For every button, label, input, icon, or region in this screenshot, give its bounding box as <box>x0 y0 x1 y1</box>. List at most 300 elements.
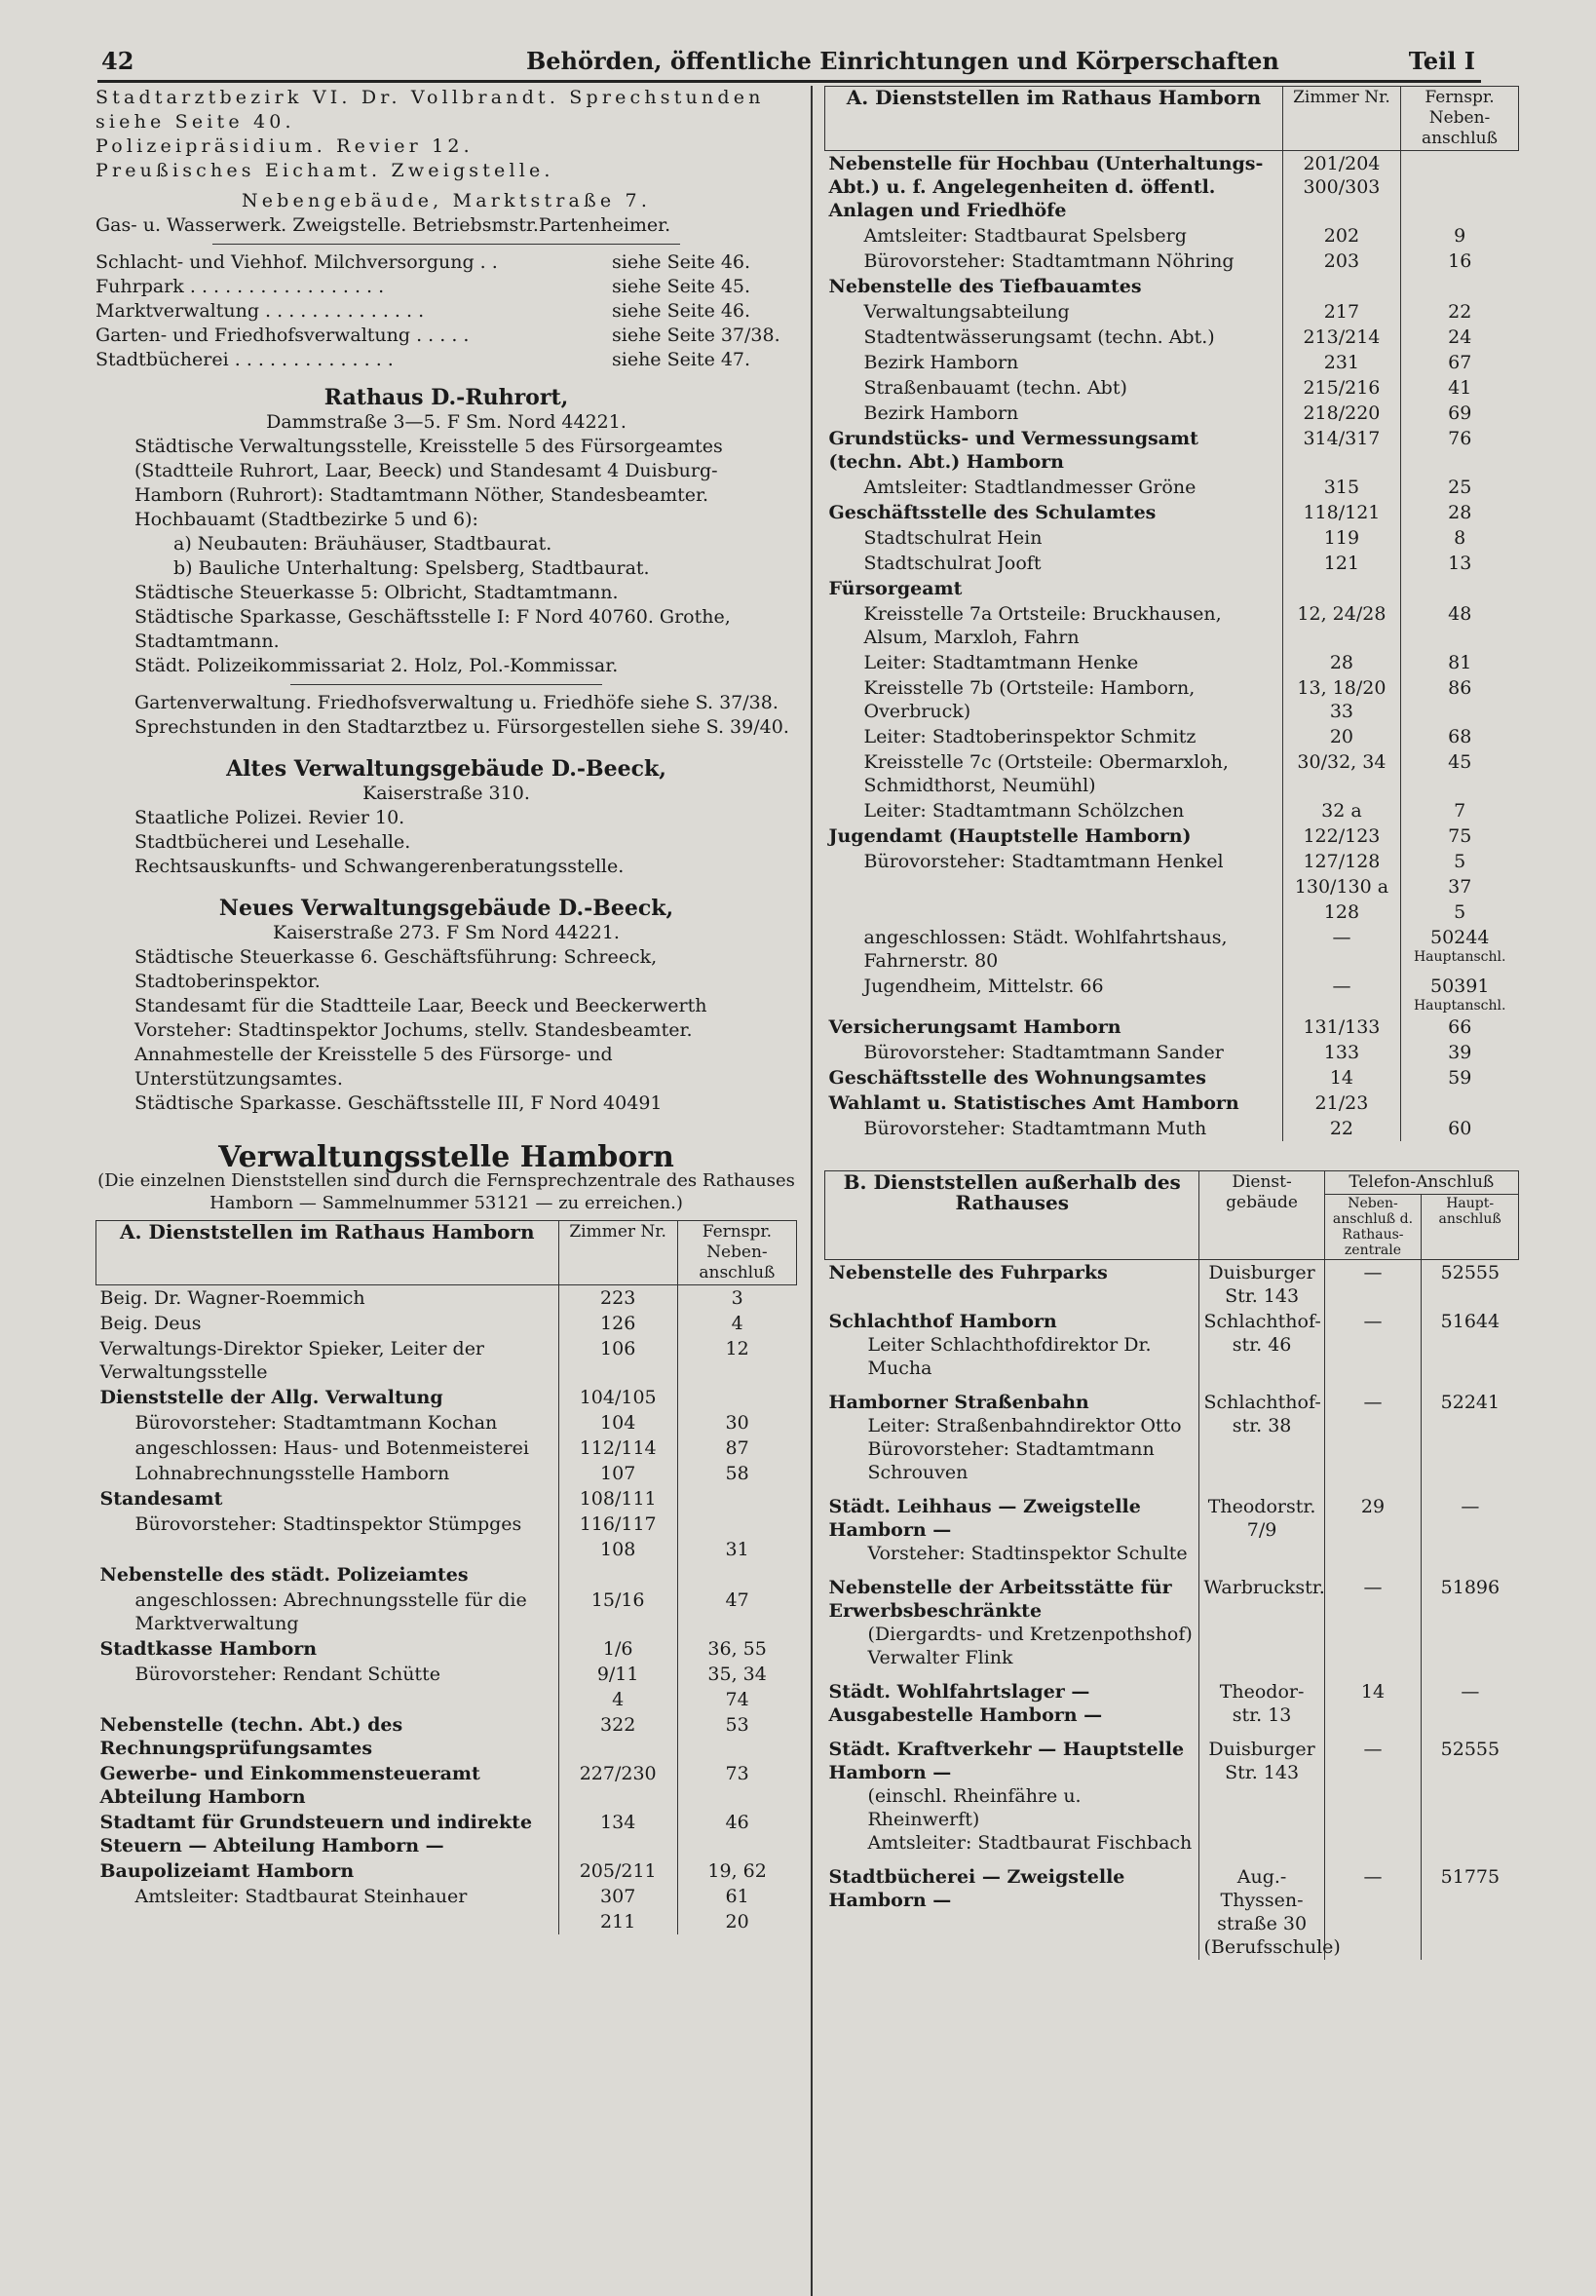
room-number: 13, 18/20 33 <box>1282 675 1400 724</box>
table-row <box>825 601 1519 650</box>
office-name: Verwaltungsabteilung <box>863 301 1070 323</box>
table-row <box>825 749 1519 798</box>
table-row <box>96 1858 797 1884</box>
external-office-name: Schlachthof Hamborn <box>828 1311 1057 1332</box>
office-name <box>825 899 1283 925</box>
table-row <box>825 350 1519 375</box>
office-name: Bürovorsteher: Rendant Schütte <box>134 1664 440 1685</box>
reference-row <box>95 250 797 275</box>
table-row <box>825 1309 1519 1390</box>
room-number: 203 <box>1282 249 1400 274</box>
room-number: 107 <box>558 1461 677 1486</box>
phone-extension <box>1400 1091 1518 1116</box>
external-office-name: Städt. Kraftverkehr — Hauptstelle Hamborn — <box>828 1739 1185 1783</box>
phone-note: Hauptanschl. <box>1413 949 1506 965</box>
phone-extension <box>677 1562 796 1588</box>
table-row <box>96 1336 797 1385</box>
ruhrort-line: Städtische Verwaltungsstelle, Kreisstelle 5 des Fürsorgeamtes (Stadtteile Ruhrort, Laar, Beeck) und Standesamt 4 Duisburg-Hamborn (Ruhrort): Stadtamtmann Nöther, Standesbeamter. <box>134 436 723 506</box>
external-office <box>825 1260 1199 1310</box>
header-title: Behörden, öffentliche Einrichtungen und Körperschaften <box>526 47 1279 75</box>
office-name: Nebenstelle für Hochbau (Unterhaltungs-Abt.) u. f. Angelegenheiten d. öffentl. Anlagen und Friedhöfe <box>828 153 1264 221</box>
phone-extension <box>1400 151 1518 224</box>
phone-extension <box>1400 650 1518 675</box>
intro-line: Polizeipräsidium. Revier 12. <box>95 135 474 157</box>
phone-number: 86 <box>1448 677 1472 699</box>
phone-number: 75 <box>1448 825 1472 847</box>
left-directory-table <box>95 1220 797 1934</box>
external-office-detail: Leiter Schlachthofdirektor Dr. Mucha <box>867 1334 1152 1379</box>
office-name: Kreisstelle 7a Ortsteile: Bruckhausen, Alsum, Marxloh, Fahrn <box>863 603 1222 648</box>
phone-number: 45 <box>1448 751 1472 773</box>
phone-number: 58 <box>725 1463 749 1484</box>
table-row <box>825 1116 1519 1141</box>
office-name: Bürovorsteher: Stadtamtmann Kochan <box>134 1412 498 1434</box>
room-number: 205/211 <box>558 1858 677 1884</box>
phone-number: 76 <box>1448 428 1472 449</box>
office-name: Stadtschulrat Jooft <box>863 553 1042 574</box>
phone-extension <box>1400 576 1518 601</box>
ruhrort-line: b) Bauliche Unterhaltung: Spelsberg, Stadtbaurat. <box>173 557 650 579</box>
main-line: 52241 <box>1422 1390 1519 1494</box>
room-number: 1/6 <box>558 1636 677 1662</box>
phone-extension <box>677 1537 796 1562</box>
phone-extension <box>1400 475 1518 500</box>
main-line: — <box>1422 1494 1519 1575</box>
phone-number: 53 <box>725 1714 749 1736</box>
phone-number: 69 <box>1448 402 1472 424</box>
table-row <box>825 1065 1519 1091</box>
table-row <box>96 1512 797 1537</box>
phone-number: 30 <box>725 1412 749 1434</box>
ruhrort-line: Städt. Polizeikommissariat 2. Holz, Pol.-Kommissar. <box>134 655 619 676</box>
table-row <box>96 1588 797 1636</box>
phone-extension <box>1400 1065 1518 1091</box>
phone-extension <box>677 1410 796 1435</box>
main-line: 52555 <box>1422 1737 1519 1864</box>
building: Theodorstr. 7/9 <box>1199 1494 1324 1575</box>
external-office-detail: (einschl. Rheinfähre u. Rheinwerft) <box>867 1785 1082 1830</box>
col-head-room: Zimmer Nr. <box>1282 87 1400 151</box>
room-number: 9/11 <box>558 1662 677 1687</box>
phone-number: 47 <box>725 1589 749 1611</box>
room-number: 14 <box>1282 1065 1400 1091</box>
room-number: 116/117 <box>558 1512 677 1537</box>
phone-extension <box>1400 274 1518 299</box>
office-name: Baupolizeiamt Hamborn <box>99 1860 355 1882</box>
external-office-name: Hamborner Straßenbahn <box>828 1392 1089 1413</box>
reference-label: Fuhrpark . . . . . . . . . . . . . . . . . <box>95 276 385 297</box>
phone-extension <box>1400 500 1518 525</box>
table-row <box>825 1575 1519 1679</box>
room-number: 215/216 <box>1282 375 1400 401</box>
room-number: 118/121 <box>1282 500 1400 525</box>
table-row <box>825 823 1519 849</box>
table-row <box>96 1410 797 1435</box>
room-number: 134 <box>558 1810 677 1858</box>
room-number: 322 <box>558 1712 677 1761</box>
phone-number: 60 <box>1448 1118 1472 1139</box>
room-number: 119 <box>1282 525 1400 551</box>
col-head-name: A. Dienststellen im Rathaus Hamborn <box>825 87 1283 151</box>
office-name: angeschlossen: Abrechnungsstelle für die Marktverwaltung <box>134 1589 527 1634</box>
building: Schlachthof- str. 38 <box>1199 1390 1324 1494</box>
table-row <box>96 1285 797 1312</box>
ruhrort-after: Gartenverwaltung. Friedhofsverwaltung u. Friedhöfe siehe S. 37/38. <box>134 692 779 713</box>
col-head-phone: Fernspr. Neben- anschluß <box>677 1221 796 1285</box>
phone-extension <box>677 1336 796 1385</box>
phone-number: 66 <box>1448 1016 1472 1038</box>
table-row <box>96 1537 797 1562</box>
table-row <box>825 1390 1519 1494</box>
beeck-neu-title: Neues Verwaltungsgebäude D.-Beeck, <box>218 896 674 921</box>
phone-extension <box>1400 849 1518 874</box>
office-name: Leiter: Stadtoberinspektor Schmitz <box>863 726 1197 747</box>
room-number: 133 <box>1282 1040 1400 1065</box>
ruhrort-title: Rathaus D.-Ruhrort, <box>323 385 569 410</box>
phone-extension <box>1400 525 1518 551</box>
beeck-neu-line: Annahmestelle der Kreisstelle 5 des Fürsorge- und Unterstützungsamtes. <box>134 1044 613 1090</box>
room-number: 22 <box>1282 1116 1400 1141</box>
phone-extension <box>677 1435 796 1461</box>
table-row <box>96 1712 797 1761</box>
room-number: 28 <box>1282 650 1400 675</box>
building: Duisburger Str. 143 <box>1199 1737 1324 1864</box>
room-number: 15/16 <box>558 1588 677 1636</box>
office-name: Leiter: Stadtamtmann Henke <box>863 652 1139 673</box>
phone-extension <box>1400 899 1518 925</box>
phone-number: 3 <box>731 1287 743 1309</box>
office-name: Grundstücks- und Vermessungsamt (techn. Abt.) Hamborn <box>828 428 1198 473</box>
phone-number: 12 <box>725 1338 749 1359</box>
room-number: 108/111 <box>558 1486 677 1512</box>
table-row <box>825 849 1519 874</box>
room-number: 104 <box>558 1410 677 1435</box>
table-row <box>96 1636 797 1662</box>
phone-number: 48 <box>1448 603 1472 625</box>
extension: — <box>1324 1309 1422 1390</box>
phone-number: 5 <box>1454 901 1466 923</box>
reference-label: Marktverwaltung . . . . . . . . . . . . . . <box>95 300 425 322</box>
phone-extension <box>677 1486 796 1512</box>
office-name: Amtsleiter: Stadtbaurat Steinhauer <box>134 1886 468 1907</box>
room-number: 127/128 <box>1282 849 1400 874</box>
external-office-name: Nebenstelle der Arbeitsstätte für Erwerbsbeschränkte <box>828 1577 1172 1622</box>
table-row <box>825 475 1519 500</box>
phone-number: 36, 55 <box>707 1638 767 1660</box>
main-line: 51775 <box>1422 1864 1519 1960</box>
divider <box>290 684 602 685</box>
gas-line: Gas- u. Wasserwerk. Zweigstelle. Betriebsmstr.Partenheimer. <box>95 214 671 236</box>
office-name: Bürovorsteher: Stadtinspektor Stümpges <box>134 1513 522 1535</box>
office-name: Stadtamt für Grundsteuern und indirekte Steuern — Abteilung Hamborn — <box>99 1812 533 1856</box>
room-number: 121 <box>1282 551 1400 576</box>
office-name <box>96 1909 559 1934</box>
phone-extension <box>1400 724 1518 749</box>
reference-row <box>95 324 797 348</box>
phone-extension <box>1400 601 1518 650</box>
room-number <box>558 1562 677 1588</box>
phone-extension <box>677 1687 796 1712</box>
table-row <box>96 1435 797 1461</box>
phone-extension <box>1400 249 1518 274</box>
phone-number: 73 <box>725 1763 749 1784</box>
reference-label: Garten- und Friedhofsverwaltung . . . . . <box>95 325 470 346</box>
office-name <box>96 1537 559 1562</box>
table-row <box>825 1864 1519 1960</box>
beeck-alt-title: Altes Verwaltungsgebäude D.-Beeck, <box>226 756 666 782</box>
ruhrort-address: Dammstraße 3—5. F Sm. Nord 44221. <box>266 411 627 433</box>
b-head-name: B. Dienststellen außerhalb des Rathauses <box>825 1171 1199 1260</box>
extension: — <box>1324 1390 1422 1494</box>
table-row <box>825 426 1519 475</box>
phone-number: 87 <box>725 1437 749 1459</box>
building: Theodor- str. 13 <box>1199 1679 1324 1737</box>
table-row <box>825 1494 1519 1575</box>
ruhrort-after: Sprechstunden in den Stadtarztbez u. Fürsorgestellen siehe S. 39/40. <box>134 716 789 738</box>
office-name: Versicherungsamt Hamborn <box>828 1016 1121 1038</box>
main-line: 51896 <box>1422 1575 1519 1679</box>
room-number: 122/123 <box>1282 823 1400 849</box>
room-number: 131/133 <box>1282 1014 1400 1040</box>
room-number: 130/130 a <box>1282 874 1400 899</box>
table-row <box>825 675 1519 724</box>
phone-number: 4 <box>731 1313 743 1334</box>
verwaltungsstelle-note: (Die einzelnen Dienststellen sind durch die Fernsprechzentrale des Rathauses Hamborn — Sammelnummer 53121 — zu erreichen.) <box>97 1170 795 1213</box>
room-number <box>1282 576 1400 601</box>
office-name: angeschlossen: Haus- und Botenmeisterei <box>134 1437 529 1459</box>
phone-number: 5 <box>1454 851 1466 872</box>
external-office <box>825 1864 1199 1960</box>
office-name <box>96 1687 559 1712</box>
beeck-neu-address: Kaiserstraße 273. F Sm Nord 44221. <box>273 922 620 943</box>
phone-extension <box>1400 426 1518 475</box>
external-office-detail: Verwalter Flink <box>867 1647 1013 1668</box>
room-number: 128 <box>1282 899 1400 925</box>
main-line: 52555 <box>1422 1260 1519 1310</box>
phone-extension <box>1400 1116 1518 1141</box>
phone-extension <box>677 1512 796 1537</box>
room-number: 112/114 <box>558 1435 677 1461</box>
table-row <box>825 299 1519 325</box>
extension: — <box>1324 1737 1422 1864</box>
office-name: Stadtentwässerungsamt (techn. Abt.) <box>863 326 1215 348</box>
phone-number: 19, 62 <box>707 1860 767 1882</box>
phone-extension <box>677 1712 796 1761</box>
running-header <box>97 43 1481 83</box>
beeck-neu-line: Städtische Sparkasse. Geschäftsstelle III, F Nord 40491 <box>134 1092 663 1114</box>
building: Schlachthof- str. 46 <box>1199 1309 1324 1390</box>
phone-number: 67 <box>1448 352 1472 373</box>
b-head-building: Dienst- gebäude <box>1199 1171 1324 1260</box>
office-name: Nebenstelle des städt. Polizeiamtes <box>99 1564 469 1586</box>
room-number: 20 <box>1282 724 1400 749</box>
room-number <box>1282 274 1400 299</box>
beeck-alt-line: Staatliche Polizei. Revier 10. <box>134 807 405 828</box>
table-row <box>825 500 1519 525</box>
office-name: Dienststelle der Allg. Verwaltung <box>99 1387 443 1408</box>
phone-number: 41 <box>1448 377 1472 399</box>
ruhrort-line: a) Neubauten: Bräuhäuser, Stadtbaurat. <box>173 533 552 555</box>
extension: 29 <box>1324 1494 1422 1575</box>
office-name <box>825 874 1283 899</box>
table-row <box>96 1909 797 1934</box>
table-row <box>825 1260 1519 1310</box>
phone-extension <box>1400 798 1518 823</box>
table-row <box>825 1014 1519 1040</box>
extension: 14 <box>1324 1679 1422 1737</box>
extension: — <box>1324 1260 1422 1310</box>
b-head-ext: Neben- anschluß d. Rathaus- zentrale <box>1324 1195 1422 1260</box>
external-office <box>825 1494 1199 1575</box>
external-office-detail: Vorsteher: Stadtinspektor Schulte <box>867 1543 1188 1564</box>
extension: — <box>1324 1575 1422 1679</box>
phone-number: 35, 34 <box>707 1664 767 1685</box>
room-number: 315 <box>1282 475 1400 500</box>
beeck-alt-address: Kaiserstraße 310. <box>362 783 530 804</box>
room-number: 104/105 <box>558 1385 677 1410</box>
office-name: Nebenstelle (techn. Abt.) des Rechnungsprüfungsamtes <box>99 1714 403 1759</box>
divider <box>212 244 680 245</box>
table-row <box>96 1461 797 1486</box>
table-row <box>825 551 1519 576</box>
room-number: 202 <box>1282 223 1400 249</box>
phone-extension <box>1400 325 1518 350</box>
phone-number: 37 <box>1448 876 1472 898</box>
phone-extension <box>677 1285 796 1312</box>
office-name: Straßenbauamt (techn. Abt) <box>863 377 1127 399</box>
table-row <box>96 1311 797 1336</box>
right-directory-table <box>824 86 1519 1141</box>
room-number: 201/204 300/303 <box>1282 151 1400 224</box>
phone-number: 8 <box>1454 527 1466 549</box>
reference-target: siehe Seite 47. <box>612 349 751 370</box>
office-name: Geschäftsstelle des Wohnungsamtes <box>828 1067 1206 1089</box>
phone-number: 20 <box>725 1911 749 1932</box>
table-row <box>96 1761 797 1810</box>
main-line: 51644 <box>1422 1309 1519 1390</box>
column-divider <box>811 86 813 2296</box>
room-number: 21/23 <box>1282 1091 1400 1116</box>
reference-target: siehe Seite 45. <box>612 276 751 297</box>
phone-extension <box>677 1909 796 1934</box>
room-number: 217 <box>1282 299 1400 325</box>
office-name: Bürovorsteher: Stadtamtmann Muth <box>863 1118 1207 1139</box>
room-number: 231 <box>1282 350 1400 375</box>
phone-extension <box>1400 350 1518 375</box>
phone-number: 13 <box>1448 553 1472 574</box>
external-offices-table <box>824 1170 1519 1960</box>
phone-extension <box>1400 401 1518 426</box>
office-name: Amtsleiter: Stadtbaurat Spelsberg <box>863 225 1187 247</box>
phone-note: Hauptanschl. <box>1413 998 1506 1014</box>
table-row <box>825 249 1519 274</box>
intro-line: Stadtarztbezirk VI. Dr. Vollbrandt. Sprechstunden siehe Seite 40. <box>95 87 765 133</box>
phone-extension <box>1400 551 1518 576</box>
main-line: — <box>1422 1679 1519 1737</box>
table-row <box>825 223 1519 249</box>
table-row <box>825 151 1519 224</box>
table-row <box>825 1040 1519 1065</box>
phone-extension <box>677 1662 796 1687</box>
phone-extension <box>1400 874 1518 899</box>
office-name: Jugendheim, Mittelstr. 66 <box>863 976 1104 997</box>
room-number: 12, 24/28 <box>1282 601 1400 650</box>
room-number: 108 <box>558 1537 677 1562</box>
right-column <box>824 86 1519 1960</box>
table-row <box>825 724 1519 749</box>
table-row <box>825 375 1519 401</box>
table-row <box>825 650 1519 675</box>
room-number: — <box>1282 925 1400 974</box>
table-row <box>825 1737 1519 1864</box>
intro-line: Preußisches Eichamt. Zweigstelle. <box>95 160 554 181</box>
table-row <box>825 974 1519 1014</box>
phone-extension <box>1400 925 1518 974</box>
office-name: Kreisstelle 7b (Ortsteile: Hamborn, Overbruck) <box>863 677 1196 722</box>
table-row <box>825 925 1519 974</box>
office-name: angeschlossen: Städt. Wohlfahrtshaus, Fahrnerstr. 80 <box>863 927 1228 972</box>
nebengebaeude-heading: Nebengebäude, Marktstraße 7. <box>241 190 652 211</box>
table-row <box>96 1687 797 1712</box>
phone-extension <box>677 1761 796 1810</box>
room-number: 213/214 <box>1282 325 1400 350</box>
office-name: Bürovorsteher: Stadtamtmann Sander <box>863 1042 1224 1063</box>
room-number: 211 <box>558 1909 677 1934</box>
phone-extension <box>1400 1014 1518 1040</box>
room-number: 30/32, 34 <box>1282 749 1400 798</box>
ruhrort-line: Hochbauamt (Stadtbezirke 5 und 6): <box>134 509 478 530</box>
phone-extension <box>677 1884 796 1909</box>
table-row <box>825 401 1519 426</box>
ruhrort-line: Städtische Sparkasse, Geschäftsstelle I: F Nord 40760. Grothe, Stadtamtmann. <box>134 606 731 652</box>
table-row <box>96 1884 797 1909</box>
room-number: 32 a <box>1282 798 1400 823</box>
building: Warbruckstr. <box>1199 1575 1324 1679</box>
external-office-detail: Amtsleiter: Stadtbaurat Fischbach <box>867 1832 1193 1854</box>
phone-extension <box>1400 1040 1518 1065</box>
table-row <box>825 325 1519 350</box>
reference-row <box>95 275 797 299</box>
phone-number: 25 <box>1448 477 1472 498</box>
building: Aug.-Thyssen- straße 30 (Berufsschule) <box>1199 1864 1324 1960</box>
reference-label: Schlacht- und Viehhof. Milchversorgung . . <box>95 251 498 273</box>
reference-target: siehe Seite 46. <box>612 300 751 322</box>
ruhrort-line: Städtische Steuerkasse 5: Olbricht, Stadtamtmann. <box>134 582 619 603</box>
room-number: 106 <box>558 1336 677 1385</box>
reference-row <box>95 299 797 324</box>
office-name: Leiter: Stadtamtmann Schölzchen <box>863 800 1185 822</box>
extension: — <box>1324 1864 1422 1960</box>
office-name: Bürovorsteher: Stadtamtmann Nöhring <box>863 250 1235 272</box>
table-row <box>825 874 1519 899</box>
phone-extension <box>1400 823 1518 849</box>
table-row <box>96 1562 797 1588</box>
table-row <box>825 798 1519 823</box>
page-number: 42 <box>101 47 134 75</box>
reference-list <box>95 250 797 372</box>
office-name: Nebenstelle des Tiefbauamtes <box>828 276 1142 297</box>
office-name: Kreisstelle 7c (Ortsteile: Obermarxloh, Schmidthorst, Neumühl) <box>863 751 1229 796</box>
beeck-alt-line: Rechtsauskunfts- und Schwangerenberatungsstelle. <box>134 856 625 877</box>
external-office <box>825 1390 1199 1494</box>
phone-number: 74 <box>725 1689 749 1710</box>
phone-extension <box>1400 223 1518 249</box>
office-name: Standesamt <box>99 1488 223 1510</box>
external-office-detail: Leiter: Straßenbahndirektor Otto <box>867 1415 1182 1436</box>
office-name: Jugendamt (Hauptstelle Hamborn) <box>828 825 1192 847</box>
external-office <box>825 1309 1199 1390</box>
phone-number: 24 <box>1448 326 1472 348</box>
